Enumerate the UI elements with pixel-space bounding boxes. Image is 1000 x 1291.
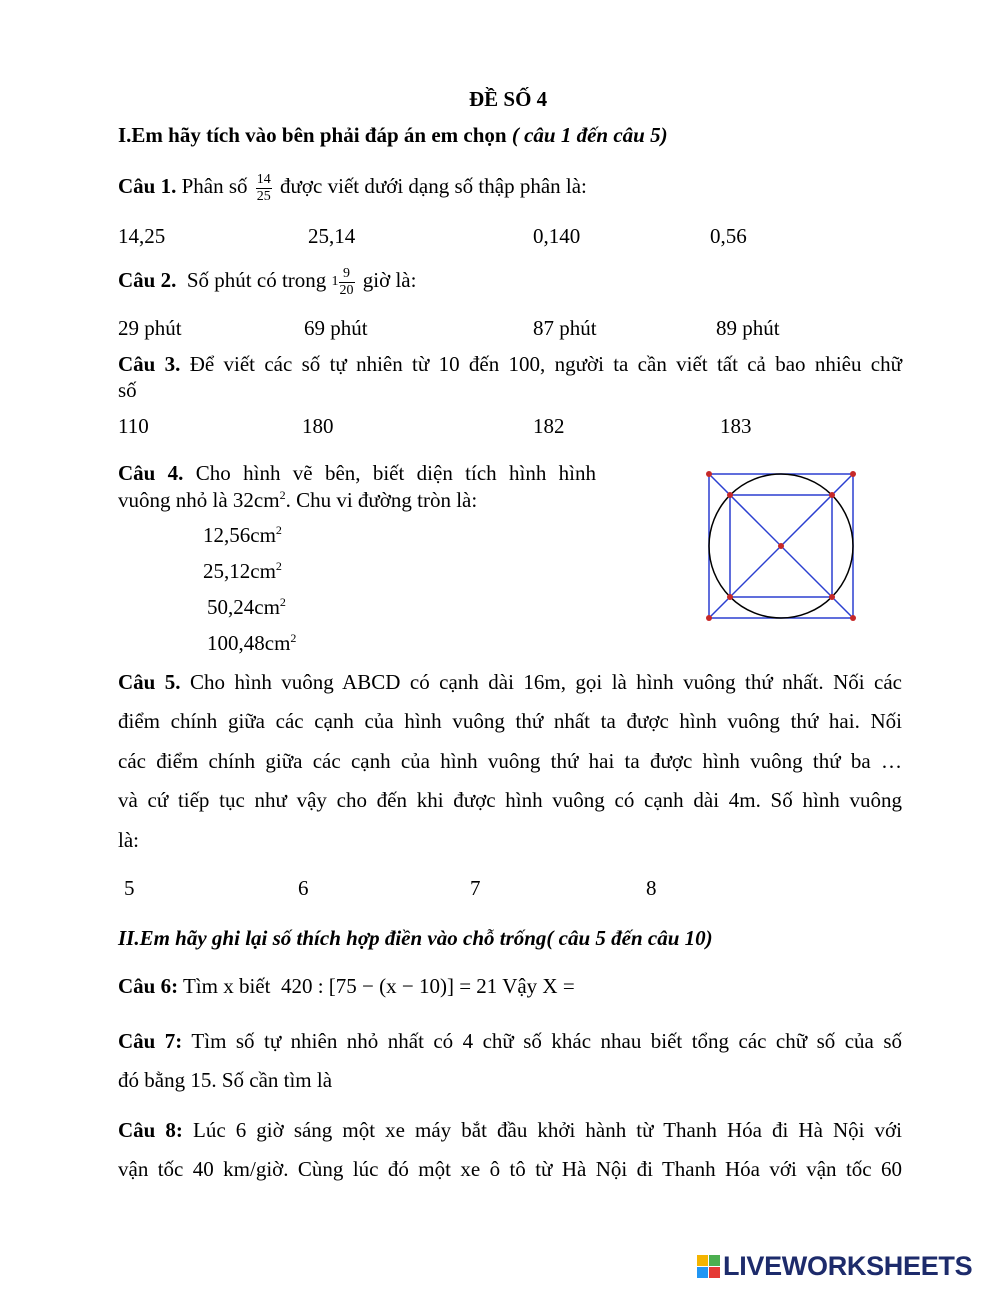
answer-input-q7[interactable]: [356, 1066, 496, 1092]
logo-square-1: [697, 1255, 708, 1266]
fraction-9-20: $\frac{9}{20}$: [339, 265, 354, 298]
q5-option-c[interactable]: 7: [470, 876, 481, 900]
q4-option-b[interactable]: $25,12cm^2$: [203, 559, 282, 583]
question-4-line-1: Câu 4. Cho hình vẽ bên, biết diện tích hình hình: [118, 461, 596, 485]
page-title: ĐỀ SỐ 4: [469, 87, 548, 111]
question-7-line-1: Câu 7: Tìm số tự nhiên nhỏ nhất có 4 chữ số khác nhau biết tổng các chữ số của số: [118, 1029, 903, 1053]
question-4-line-2: vuông nhỏ là $32cm^2$. Chu vi đường tròn là:: [118, 488, 478, 512]
q1-option-b[interactable]: 25,14: [308, 224, 356, 248]
question-5-line-2: điểm chính giữa các cạnh của hình vuông thứ nhất ta được hình vuông thứ hai. Nối: [118, 709, 902, 733]
q2-option-a[interactable]: 29 phút: [118, 316, 182, 340]
q1-option-d[interactable]: 0,56: [710, 224, 747, 248]
circle-square-figure: [700, 468, 860, 623]
q2-option-c[interactable]: 87 phút: [533, 316, 597, 340]
question-6: Câu 6: Tìm x biết 420 : [75 − (x − 10)] = 21 Vậy X =: [118, 974, 575, 998]
q3-option-b[interactable]: 180: [302, 414, 334, 438]
logo-square-2: [709, 1255, 720, 1266]
question-5-line-4: và cứ tiếp tục như vậy cho đến khi được hình vuông có cạnh dài 4m. Số hình vuông: [118, 788, 902, 812]
section-2-heading: II.Em hãy ghi lại số thích hợp điền vào chỗ trống( câu 5 đến câu 10): [118, 926, 713, 950]
q4-option-c[interactable]: $50,24cm^2$: [207, 595, 286, 619]
question-2: Câu 2. Số phút có trong 1 $\frac{9}{20}$ giờ là:: [118, 265, 417, 298]
q2-option-b[interactable]: 69 phút: [304, 316, 368, 340]
question-5-line-1: Câu 5. Cho hình vuông ABCD có cạnh dài 16m, gọi là hình vuông thứ nhất. Nối các: [118, 670, 903, 694]
equation: 420 : [75 − (x − 10)] = 21: [280, 974, 498, 998]
question-3-line-2: số: [118, 378, 137, 402]
q3-option-c[interactable]: 182: [533, 414, 565, 438]
question-3-line-1: Câu 3. Để viết các số tự nhiên từ 10 đến 100, người ta cần viết tất cả bao nhiêu chữ: [118, 352, 902, 376]
question-5-line-3: các điểm chính giữa các cạnh của hình vuông thứ hai ta được hình vuông thứ ba …: [118, 749, 902, 773]
q1-option-c[interactable]: 0,140: [533, 224, 581, 248]
logo-text: LIVEWORKSHEETS: [723, 1250, 973, 1281]
q2-option-d[interactable]: 89 phút: [716, 316, 780, 340]
q3-option-a[interactable]: 110: [118, 414, 149, 438]
q5-option-b[interactable]: 6: [298, 876, 309, 900]
question-1: Câu 1. Phân số $\frac{14}{25}$ được viết dưới dạng số thập phân là:: [118, 171, 587, 204]
fraction-14-25: $\frac{14}{25}$: [256, 171, 271, 204]
section-1-heading: I.Em hãy tích vào bên phải đáp án em chọn ( câu 1 đến câu 5): [118, 123, 668, 147]
logo-square-3: [697, 1267, 708, 1278]
liveworksheets-logo: [697, 1249, 972, 1283]
answer-input-q6[interactable]: [622, 972, 742, 998]
logo-square-4: [709, 1267, 720, 1278]
vertex-points: [706, 471, 856, 621]
question-5-line-5: là:: [118, 828, 139, 852]
question-7-line-2: đó bằng 15. Số cần tìm là: [118, 1068, 333, 1092]
q5-option-d[interactable]: 8: [646, 876, 657, 900]
q4-option-d[interactable]: $100,48cm^2$: [207, 631, 297, 655]
q4-option-a[interactable]: $12,56cm^2$: [203, 523, 282, 547]
logo-icon: [697, 1255, 720, 1278]
question-8-line-1: Câu 8: Lúc 6 giờ sáng một xe máy bắt đầu khởi hành từ Thanh Hóa đi Hà Nội với: [118, 1118, 902, 1142]
question-8-line-2: vận tốc 40 km/giờ. Cùng lúc đó một xe ô tô từ Hà Nội đi Thanh Hóa với vận tốc 60: [118, 1157, 902, 1181]
q5-option-a[interactable]: 5: [124, 876, 135, 900]
q1-option-a[interactable]: 14,25: [118, 224, 166, 248]
q3-option-d[interactable]: 183: [720, 414, 752, 438]
